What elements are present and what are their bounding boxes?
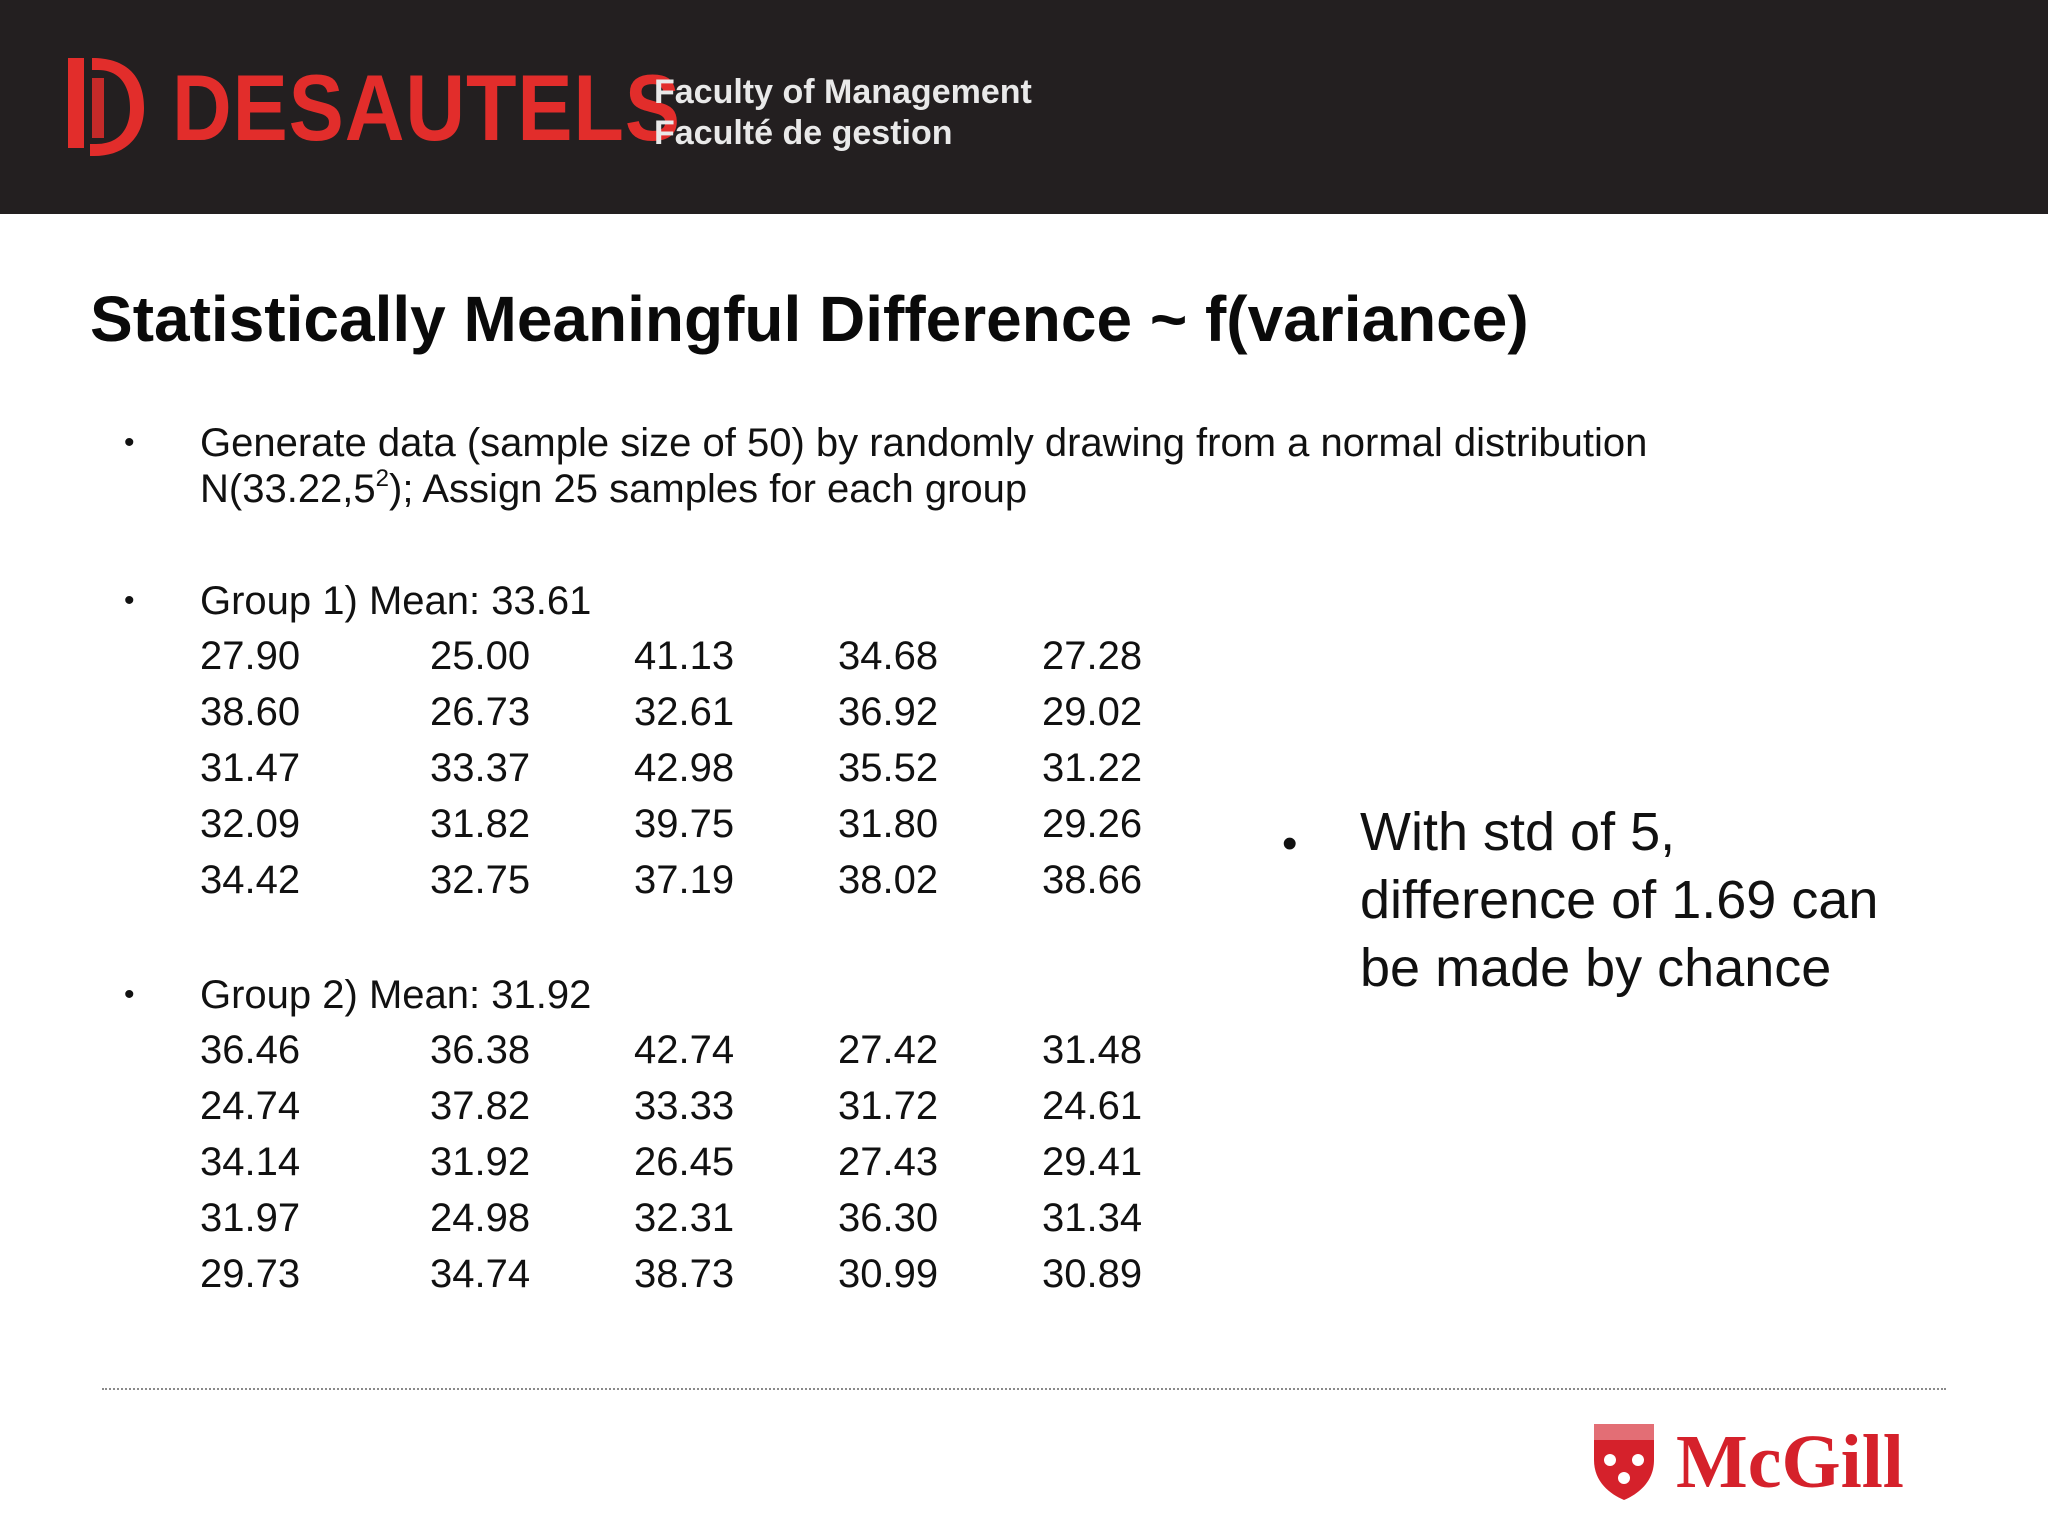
table-cell: 24.61: [1042, 1084, 1143, 1128]
table-cell: 34.42: [200, 858, 301, 902]
mcgill-logo: [1588, 1410, 1918, 1520]
table-cell: 31.22: [1042, 746, 1143, 790]
exponent: 2: [375, 464, 390, 492]
bullet-dot: •: [124, 978, 135, 1011]
table-cell: 29.02: [1042, 690, 1143, 734]
table-cell: 31.34: [1042, 1196, 1143, 1240]
table-cell: 29.26: [1042, 802, 1143, 846]
table-cell: 37.19: [634, 858, 735, 902]
table-cell: 38.73: [634, 1252, 735, 1296]
table-cell: 36.30: [838, 1196, 939, 1240]
table-cell: 25.00: [430, 634, 531, 678]
table-cell: 27.90: [200, 634, 301, 678]
mcgill-wordmark: McGill: [1676, 1420, 1904, 1504]
table-cell: 24.98: [430, 1196, 531, 1240]
table-cell: 36.92: [838, 690, 939, 734]
table-cell: 41.13: [634, 634, 735, 678]
table-cell: 32.75: [430, 858, 531, 902]
table-cell: 30.99: [838, 1252, 939, 1296]
header-banner: [0, 0, 2048, 214]
group2-label: Group 2) Mean: 31.92: [200, 973, 592, 1017]
table-cell: 31.80: [838, 802, 939, 846]
table-cell: 32.31: [634, 1196, 735, 1240]
table-cell: 26.73: [430, 690, 531, 734]
intro-text: [200, 420, 1800, 512]
table-cell: 34.74: [430, 1252, 531, 1296]
faculty-name-fr: Faculté de gestion: [654, 114, 953, 152]
table-cell: 32.09: [200, 802, 301, 846]
table-cell: 38.66: [1042, 858, 1143, 902]
desautels-logo-icon: [62, 52, 148, 162]
table-cell: 33.37: [430, 746, 531, 790]
intro-line-1: Generate data (sample size of 50) by randomly drawing from a normal distribution: [200, 421, 1648, 465]
bullet-dot: •: [124, 584, 135, 617]
table-cell: 30.89: [1042, 1252, 1143, 1296]
side-note-line-2: difference of 1.69 can: [1360, 870, 1879, 930]
side-note-line-1: With std of 5,: [1360, 802, 1676, 862]
table-cell: 27.43: [838, 1140, 939, 1184]
group1-label: Group 1) Mean: 33.61: [200, 579, 592, 623]
table-cell: 31.82: [430, 802, 531, 846]
table-cell: 24.74: [200, 1084, 301, 1128]
table-cell: 36.46: [200, 1028, 301, 1072]
table-cell: 33.33: [634, 1084, 735, 1128]
brand-name: DESAUTELS: [172, 55, 681, 160]
table-cell: 38.02: [838, 858, 939, 902]
table-cell: 31.48: [1042, 1028, 1143, 1072]
table-cell: 42.98: [634, 746, 735, 790]
faculty-name: [654, 72, 1032, 154]
table-cell: 29.41: [1042, 1140, 1143, 1184]
table-cell: 34.68: [838, 634, 939, 678]
bullet-dot: •: [124, 426, 135, 459]
table-cell: 39.75: [634, 802, 735, 846]
table-cell: 38.60: [200, 690, 301, 734]
table-cell: 37.82: [430, 1084, 531, 1128]
mcgill-shield-icon: [1590, 1420, 1658, 1502]
table-cell: 31.72: [838, 1084, 939, 1128]
side-note: [1360, 798, 1960, 1002]
table-cell: 35.52: [838, 746, 939, 790]
table-cell: 29.73: [200, 1252, 301, 1296]
intro-line-2: N(33.22,5$^2$); Assign 25 samples for each group: [200, 464, 1028, 511]
table-cell: 31.97: [200, 1196, 301, 1240]
table-cell: 27.28: [1042, 634, 1143, 678]
table-cell: 32.61: [634, 690, 735, 734]
faculty-name-en: Faculty of Management: [654, 73, 1032, 111]
table-cell: 31.47: [200, 746, 301, 790]
slide-title: Statistically Meaningful Difference ~ f(variance): [90, 283, 1529, 355]
table-cell: 27.42: [838, 1028, 939, 1072]
side-note-line-3: be made by chance: [1360, 938, 1832, 998]
table-cell: 42.74: [634, 1028, 735, 1072]
table-cell: 34.14: [200, 1140, 301, 1184]
bullet-dot: •: [1282, 819, 1298, 868]
footer-divider: [102, 1388, 1946, 1390]
table-cell: 36.38: [430, 1028, 531, 1072]
table-cell: 26.45: [634, 1140, 735, 1184]
table-cell: 31.92: [430, 1140, 531, 1184]
